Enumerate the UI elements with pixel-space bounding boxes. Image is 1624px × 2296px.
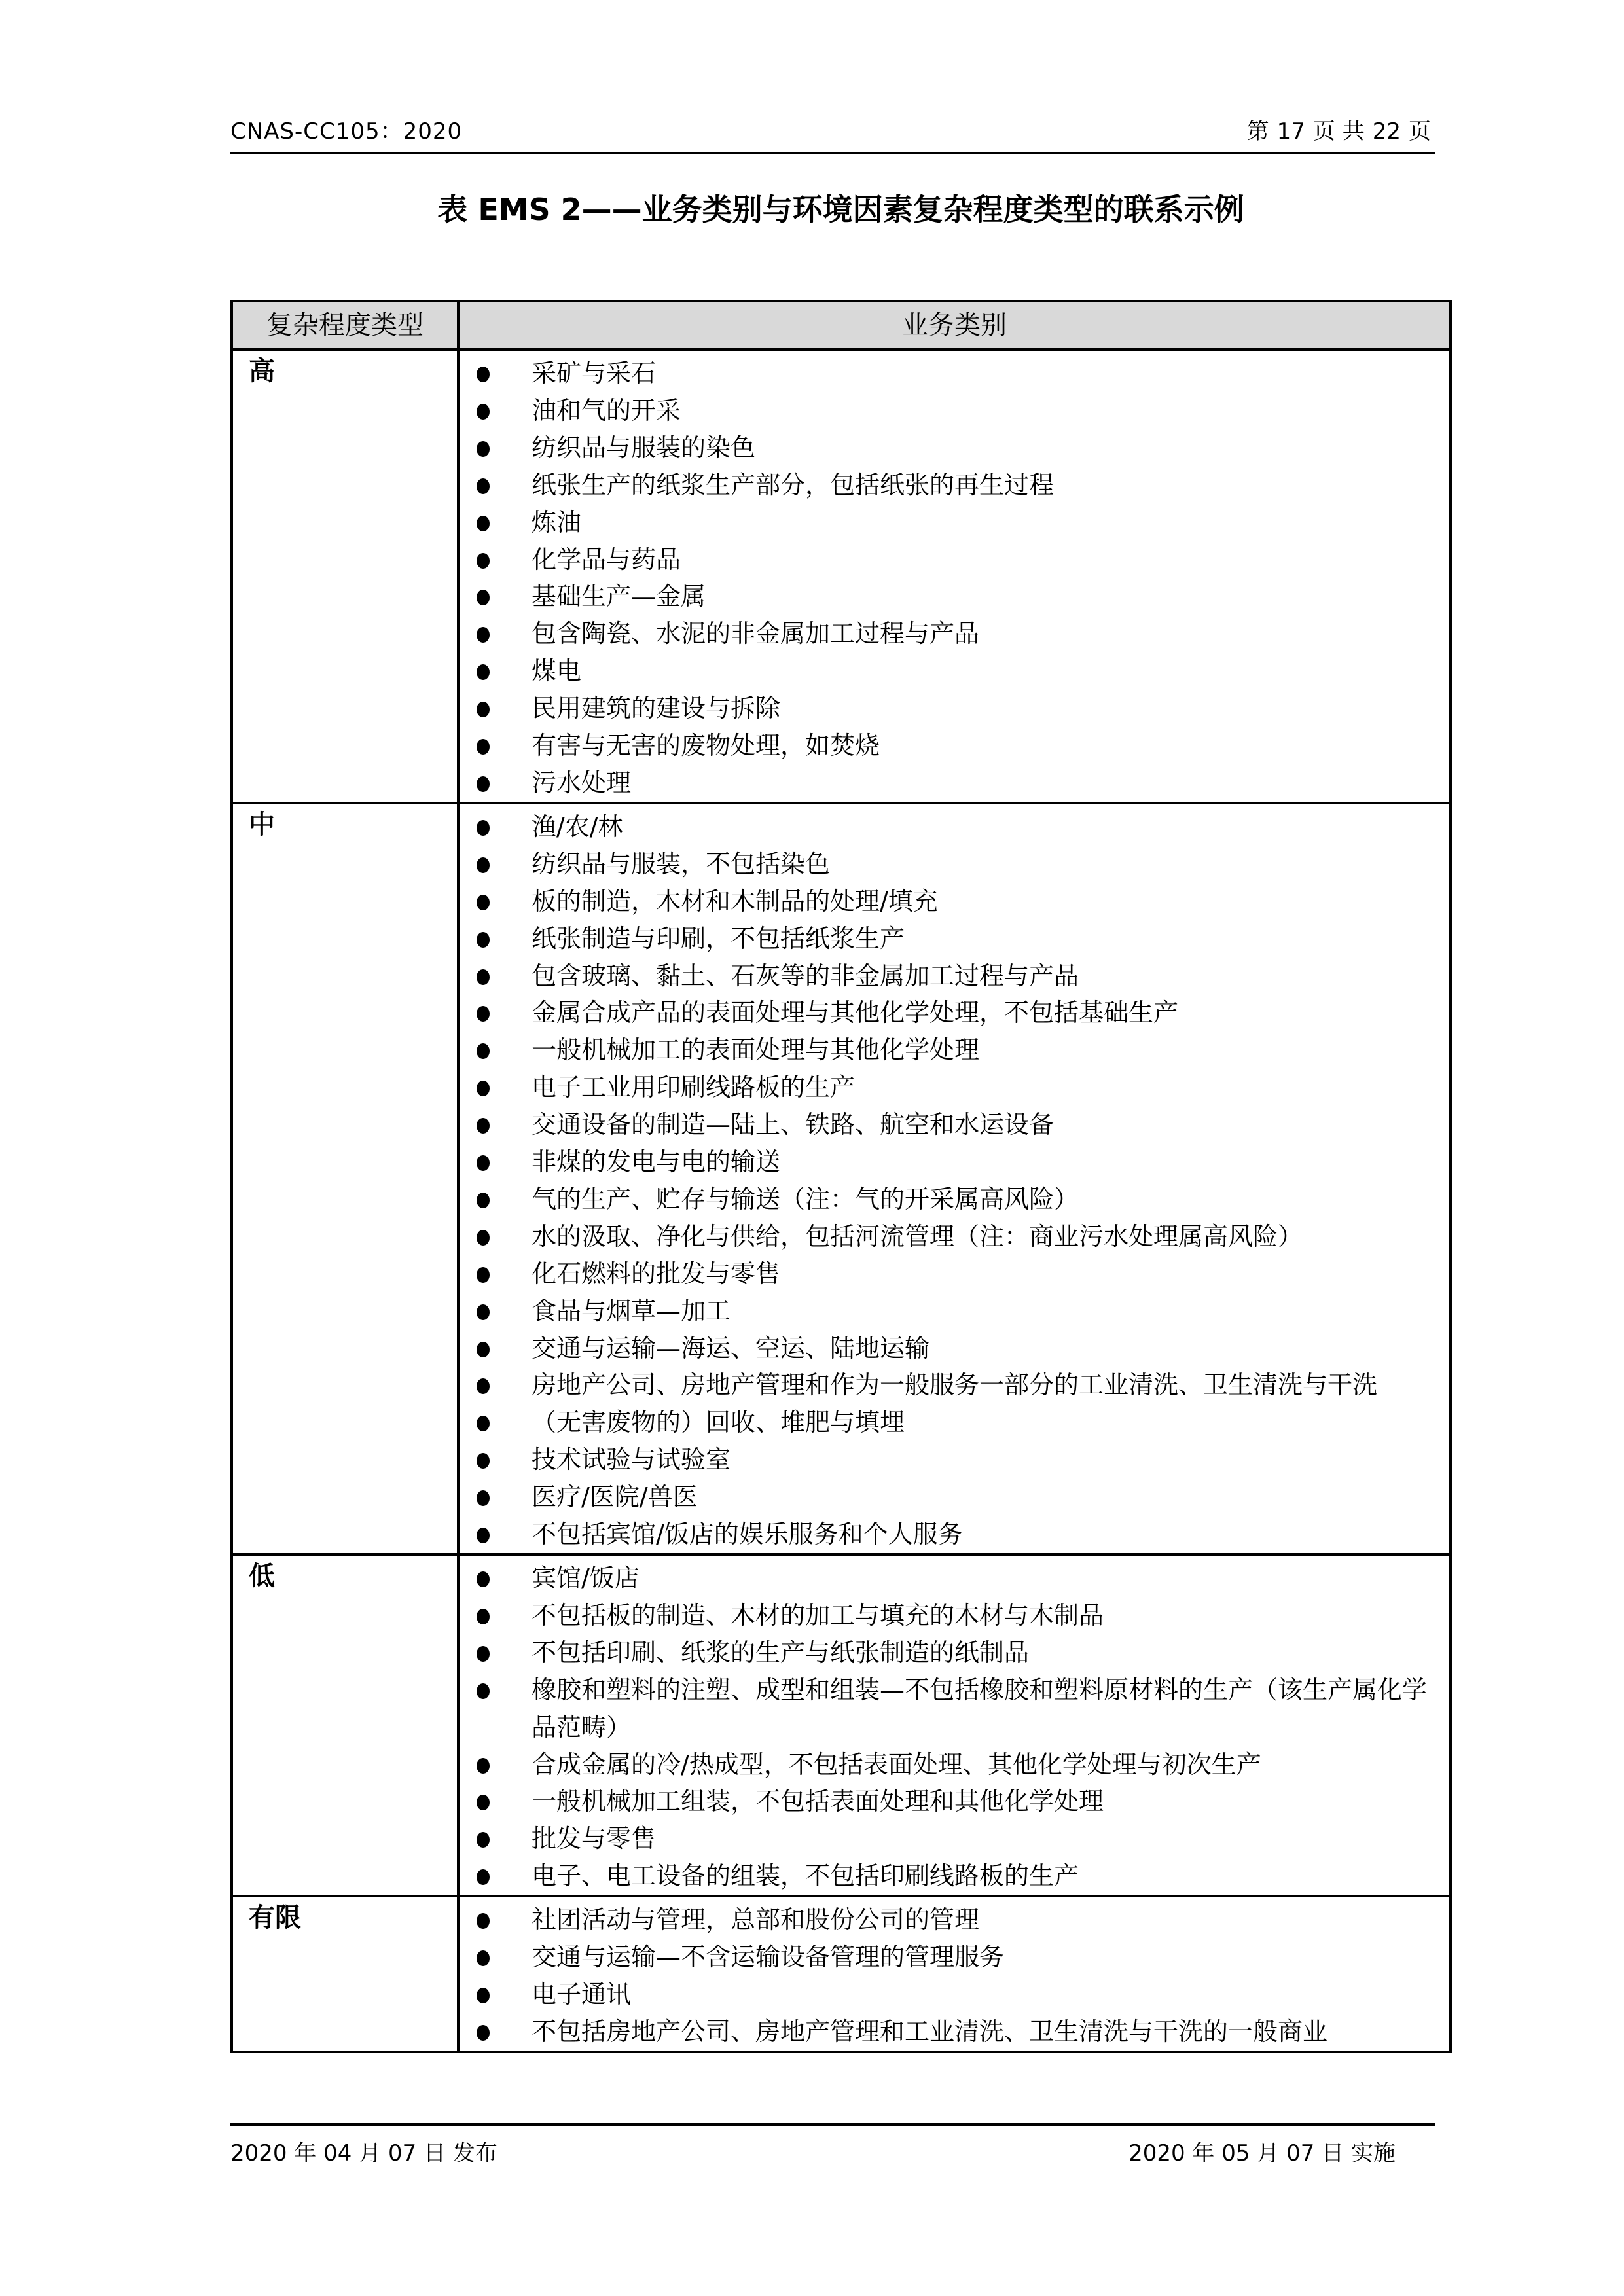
bullet-icon xyxy=(477,367,490,382)
table-row xyxy=(232,1896,1451,2052)
list-item xyxy=(460,846,1436,883)
list-item-text: 有害与无害的废物处理，如焚烧 xyxy=(532,731,880,761)
business-category-cell xyxy=(458,1896,1451,2052)
list-item xyxy=(460,727,1436,764)
bullet-icon xyxy=(477,820,490,836)
list-item xyxy=(460,1857,1436,1895)
page-header xyxy=(230,111,1435,154)
bullet-icon xyxy=(477,1832,490,1848)
bullet-icon xyxy=(477,1193,490,1208)
list-item xyxy=(460,808,1436,846)
page-suffix: 页 xyxy=(1409,118,1431,145)
list-item-text: 包含玻璃、黏土、石灰等的非金属加工过程与产品 xyxy=(532,961,1079,990)
list-item-text: （无害废物的）回收、堆肥与填埋 xyxy=(532,1408,905,1437)
list-item xyxy=(460,1143,1436,1181)
list-item xyxy=(460,1479,1436,1516)
list-item-text: 食品与烟草—加工 xyxy=(532,1296,731,1325)
list-item xyxy=(460,2013,1436,2051)
page-total: 22 xyxy=(1372,118,1401,145)
business-category-cell xyxy=(458,1554,1451,1896)
list-item xyxy=(460,1181,1436,1218)
list-item-text: 纺织品与服装的染色 xyxy=(532,433,756,462)
list-item-text: 橡胶和塑料的注塑、成型和组装—不包括橡胶和塑料原材料的生产（该生产属化学品范畴） xyxy=(532,1675,1428,1742)
bullet-icon xyxy=(477,1795,490,1810)
list-item xyxy=(460,764,1436,802)
bullet-icon xyxy=(477,1118,490,1134)
bullet-icon xyxy=(477,1950,490,1966)
page-footer xyxy=(230,2123,1435,2168)
list-item-text: 污水处理 xyxy=(532,768,632,797)
list-item xyxy=(460,1293,1436,1330)
list-item-text: 基础生产—金属 xyxy=(532,582,706,611)
list-item xyxy=(460,1218,1436,1255)
list-item-text: 医疗/医院/兽医 xyxy=(532,1482,698,1512)
list-item xyxy=(460,1069,1436,1106)
bullet-icon xyxy=(477,1490,490,1506)
list-item xyxy=(460,1255,1436,1293)
list-item xyxy=(460,392,1436,429)
list-item xyxy=(460,920,1436,958)
list-item xyxy=(460,1597,1436,1634)
bullet-icon xyxy=(477,1267,490,1283)
list-item-text: 电子、电工设备的组装，不包括印刷线路板的生产 xyxy=(532,1861,1079,1891)
list-item-text: 交通与运输—不含运输设备管理的管理服务 xyxy=(532,1943,1005,1972)
column-header-complexity: 复杂程度类型 xyxy=(232,301,458,350)
bullet-icon xyxy=(477,1683,490,1699)
list-item xyxy=(460,690,1436,727)
bullet-icon xyxy=(477,441,490,457)
bullet-icon xyxy=(477,1758,490,1774)
bullet-icon xyxy=(477,1416,490,1431)
list-item xyxy=(460,653,1436,690)
list-item xyxy=(460,1330,1436,1367)
bullet-icon xyxy=(477,1453,490,1469)
table-row xyxy=(232,1554,1451,1896)
bullet-icon xyxy=(477,1988,490,2003)
list-item-text: 技术试验与试验室 xyxy=(532,1445,731,1475)
list-item xyxy=(460,1367,1436,1404)
list-item-text: 包含陶瓷、水泥的非金属加工过程与产品 xyxy=(532,619,980,649)
list-item-text: 宾馆/饭店 xyxy=(532,1564,640,1592)
bullet-icon xyxy=(477,627,490,643)
list-item-text: 煤电 xyxy=(532,656,582,686)
table-row xyxy=(232,350,1451,803)
bullet-icon xyxy=(477,404,490,420)
list-item xyxy=(460,1634,1436,1672)
list-item xyxy=(460,467,1436,504)
list-item-text: 金属合成产品的表面处理与其他化学处理，不包括基础生产 xyxy=(532,998,1179,1028)
list-item-text: 化学品与药品 xyxy=(532,545,681,574)
bullet-icon xyxy=(477,895,490,910)
bullet-icon xyxy=(477,1869,490,1885)
list-item-text: 不包括宾馆/饭店的娱乐服务和个人服务 xyxy=(532,1520,963,1549)
business-category-list xyxy=(460,1560,1436,1895)
list-item xyxy=(460,1560,1436,1597)
list-item xyxy=(460,1746,1436,1784)
list-item xyxy=(460,1901,1436,1939)
list-item xyxy=(460,355,1436,392)
list-item-text: 渔/农/林 xyxy=(532,812,623,841)
business-category-list xyxy=(460,808,1436,1553)
complexity-level: 高 xyxy=(232,350,458,803)
list-item-text: 炼油 xyxy=(532,507,582,537)
table-row xyxy=(232,803,1451,1554)
bullet-icon xyxy=(477,1609,490,1624)
list-item-text: 纺织品与服装，不包括染色 xyxy=(532,849,831,878)
complexity-table xyxy=(230,300,1452,2053)
bullet-icon xyxy=(477,2025,490,2041)
list-item xyxy=(460,504,1436,541)
list-item-text: 社团活动与管理，总部和股份公司的管理 xyxy=(532,1905,980,1935)
list-item-text: 房地产公司、房地产管理和作为一般服务一部分的工业清洗、卫生清洗与干洗 xyxy=(532,1371,1378,1400)
list-item-text: 民用建筑的建设与拆除 xyxy=(532,694,781,723)
list-item-text: 一般机械加工的表面处理与其他化学处理 xyxy=(532,1035,980,1065)
business-category-list xyxy=(460,355,1436,802)
list-item xyxy=(460,1939,1436,1976)
bullet-icon xyxy=(477,516,490,531)
list-item xyxy=(460,429,1436,467)
bullet-icon xyxy=(477,1006,490,1022)
document-id: CNAS-CC105：2020 xyxy=(230,118,463,145)
list-item xyxy=(460,1783,1436,1820)
issue-date: 2020 年 04 月 07 日 发布 xyxy=(230,2140,497,2166)
table-body xyxy=(232,350,1451,2052)
list-item-text: 化石燃料的批发与零售 xyxy=(532,1259,781,1288)
list-item xyxy=(460,541,1436,579)
bullet-icon xyxy=(477,664,490,680)
bullet-icon xyxy=(477,1043,490,1059)
bullet-icon xyxy=(477,1646,490,1662)
list-item-text: 纸张制造与印刷，不包括纸浆生产 xyxy=(532,924,905,953)
list-item-text: 不包括房地产公司、房地产管理和工业清洗、卫生清洗与干洗的一般商业 xyxy=(532,2017,1328,2046)
bullet-icon xyxy=(477,1913,490,1929)
page-mid: 页 共 xyxy=(1312,118,1365,145)
page-current: 17 xyxy=(1276,118,1305,145)
bullet-icon xyxy=(477,478,490,494)
list-item-text: 电子通讯 xyxy=(532,1979,632,2009)
table-title: 表 EMS 2——业务类别与环境因素复杂程度类型的联系示例 xyxy=(437,192,1244,227)
list-item xyxy=(460,615,1436,653)
list-item xyxy=(460,1031,1436,1069)
list-item-text: 油和气的开采 xyxy=(532,395,681,425)
list-item-text: 采矿与采石 xyxy=(532,359,657,387)
list-item-text: 不包括板的制造、木材的加工与填充的木材与木制品 xyxy=(532,1600,1104,1630)
business-category-cell xyxy=(458,350,1451,803)
list-item xyxy=(460,1441,1436,1479)
bullet-icon xyxy=(477,1528,490,1543)
list-item xyxy=(460,1672,1436,1746)
list-item xyxy=(460,1820,1436,1857)
list-item-text: 非煤的发电与电的输送 xyxy=(532,1147,781,1177)
complexity-level: 中 xyxy=(232,803,458,1554)
complexity-level: 有限 xyxy=(232,1896,458,2052)
list-item-text: 交通与运输—海运、空运、陆地运输 xyxy=(532,1333,930,1363)
bullet-icon xyxy=(477,1378,490,1394)
list-item-text: 合成金属的冷/热成型，不包括表面处理、其他化学处理与初次生产 xyxy=(532,1749,1261,1779)
list-item xyxy=(460,958,1436,995)
bullet-icon xyxy=(477,590,490,605)
bullet-icon xyxy=(477,776,490,792)
list-item-text: 一般机械加工组装，不包括表面处理和其他化学处理 xyxy=(532,1787,1104,1816)
list-item-text: 气的生产、贮存与输送（注：气的开采属高风险） xyxy=(532,1184,1079,1213)
complexity-level: 低 xyxy=(232,1554,458,1896)
bullet-icon xyxy=(477,553,490,569)
list-item xyxy=(460,1516,1436,1553)
bullet-icon xyxy=(477,932,490,948)
bullet-icon xyxy=(477,1230,490,1246)
bullet-icon xyxy=(477,1081,490,1096)
list-item xyxy=(460,994,1436,1031)
business-category-cell xyxy=(458,803,1451,1554)
list-item-text: 不包括印刷、纸浆的生产与纸张制造的纸制品 xyxy=(532,1638,1030,1667)
page-prefix: 第 xyxy=(1246,118,1269,145)
page-number xyxy=(1243,118,1435,145)
list-item-text: 交通设备的制造—陆上、铁路、航空和水运设备 xyxy=(532,1110,1055,1139)
list-item-text: 电子工业用印刷线路板的生产 xyxy=(532,1073,856,1102)
column-header-business-category: 业务类别 xyxy=(458,301,1451,350)
effective-date: 2020 年 05 月 07 日 实施 xyxy=(1128,2140,1396,2166)
bullet-icon xyxy=(477,702,490,717)
list-item xyxy=(460,1106,1436,1143)
business-category-list xyxy=(460,1901,1436,2051)
list-item-text: 板的制造，木材和木制品的处理/填充 xyxy=(532,886,938,916)
bullet-icon xyxy=(477,1155,490,1171)
list-item-text: 纸张生产的纸浆生产部分，包括纸张的再生过程 xyxy=(532,470,1055,499)
list-item-text: 水的汲取、净化与供给，包括河流管理（注：商业污水处理属高风险） xyxy=(532,1221,1303,1251)
list-item xyxy=(460,1404,1436,1441)
list-item xyxy=(460,1976,1436,2013)
bullet-icon xyxy=(477,1571,490,1587)
bullet-icon xyxy=(477,1304,490,1320)
list-item-text: 批发与零售 xyxy=(532,1824,657,1854)
bullet-icon xyxy=(477,739,490,755)
table-header-row xyxy=(232,301,1451,350)
bullet-icon xyxy=(477,857,490,873)
bullet-icon xyxy=(477,1342,490,1357)
list-item xyxy=(460,883,1436,920)
list-item xyxy=(460,578,1436,615)
bullet-icon xyxy=(477,969,490,985)
